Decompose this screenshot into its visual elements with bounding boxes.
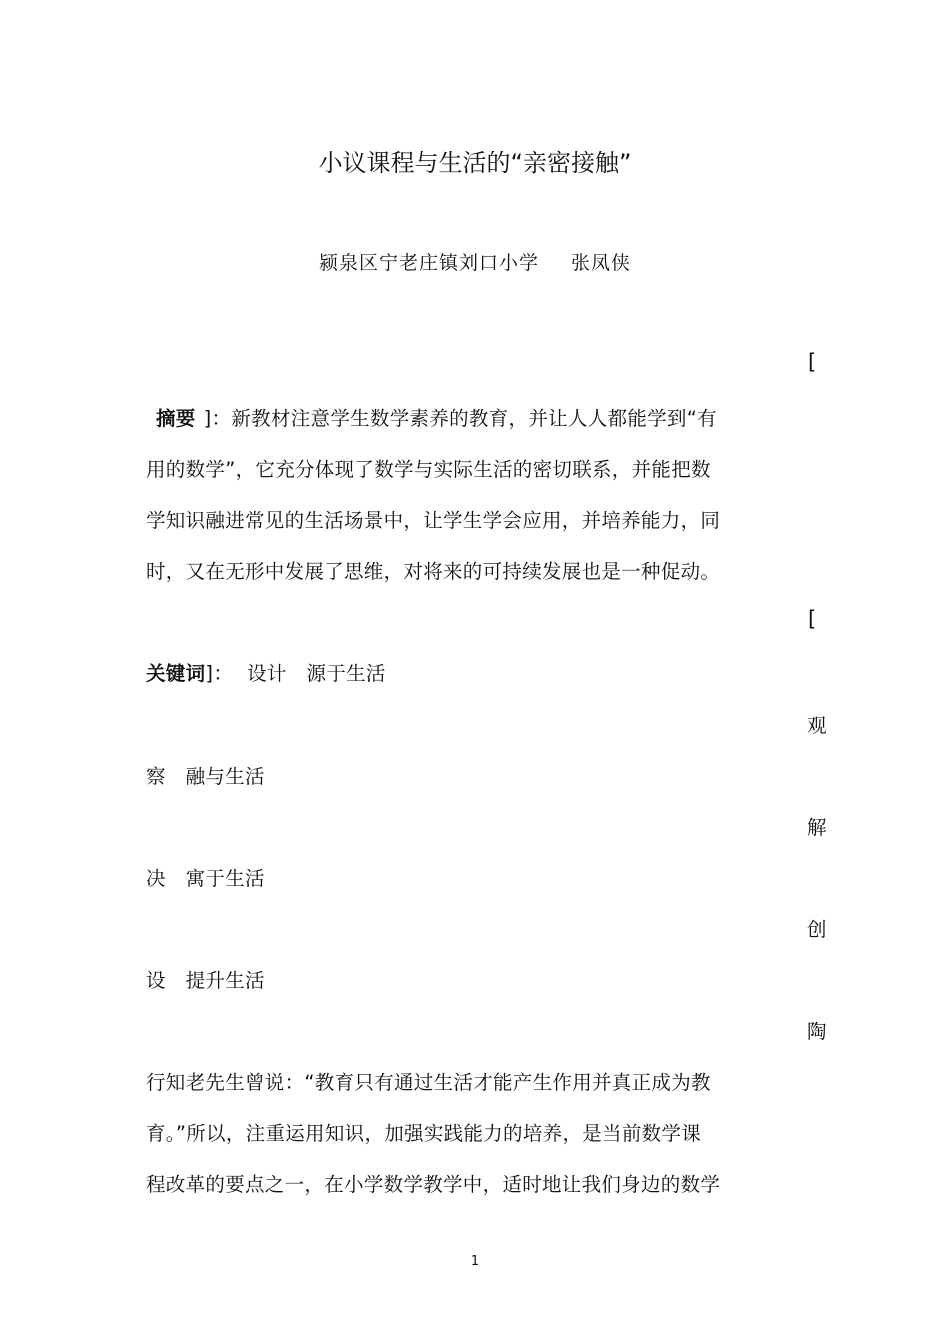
keyword-item-4: 设 提升生活 xyxy=(146,969,265,992)
author-name: 张凤侠 xyxy=(571,252,632,274)
page-number: 1 xyxy=(470,1254,480,1269)
abstract-line-2: 用的数学”，它充分体现了数学与实际生活的密切联系，并能把数 xyxy=(146,458,711,481)
keywords-line-1 xyxy=(146,658,386,686)
abstract-bracket-close: ]： xyxy=(203,407,232,430)
keywords-bracket-open: [ xyxy=(808,607,817,631)
author-line xyxy=(0,248,950,275)
author-school: 颍泉区宁老庄镇刘口小学 xyxy=(318,252,539,274)
abstract-text-1: 新教材注意学生数学素养的教育，并让人人都能学到“有 xyxy=(231,407,717,430)
keyword-2-prefix: 观 xyxy=(807,714,827,737)
abstract-bracket-open: [ xyxy=(808,350,817,374)
keyword-item-1: 设计 源于生活 xyxy=(247,662,386,685)
document-title: 小议课程与生活的“亲密接触” xyxy=(318,149,632,177)
keyword-item-2: 察 融与生活 xyxy=(146,765,265,788)
intro-prefix: 陶 xyxy=(807,1020,827,1043)
intro-line-3: 程改革的要点之一，在小学数学教学中，适时地让我们身边的数学 xyxy=(146,1173,721,1196)
intro-line-1: 行知老先生曾说：“教育只有通过生活才能产生作用并真正成为教 xyxy=(146,1071,711,1094)
keyword-4-prefix: 创 xyxy=(807,918,827,941)
intro-line-2: 育。”所以，注重运用知识，加强实践能力的培养，是当前数学课 xyxy=(146,1122,702,1145)
abstract-line-4: 时，又在无形中发展了思维，对将来的可持续发展也是一种促动。 xyxy=(146,560,721,583)
abstract-label: 摘要 xyxy=(156,407,196,430)
abstract-line-3: 学知识融进常见的生活场景中，让学生学会应用，并培养能力，同 xyxy=(146,509,721,532)
keywords-label: 关键词 xyxy=(146,662,206,685)
keywords-bracket-close: ]： xyxy=(205,662,234,685)
abstract-line-1 xyxy=(146,403,717,431)
keyword-item-3: 决 寓于生活 xyxy=(146,867,265,890)
keyword-3-prefix: 解 xyxy=(807,816,827,839)
